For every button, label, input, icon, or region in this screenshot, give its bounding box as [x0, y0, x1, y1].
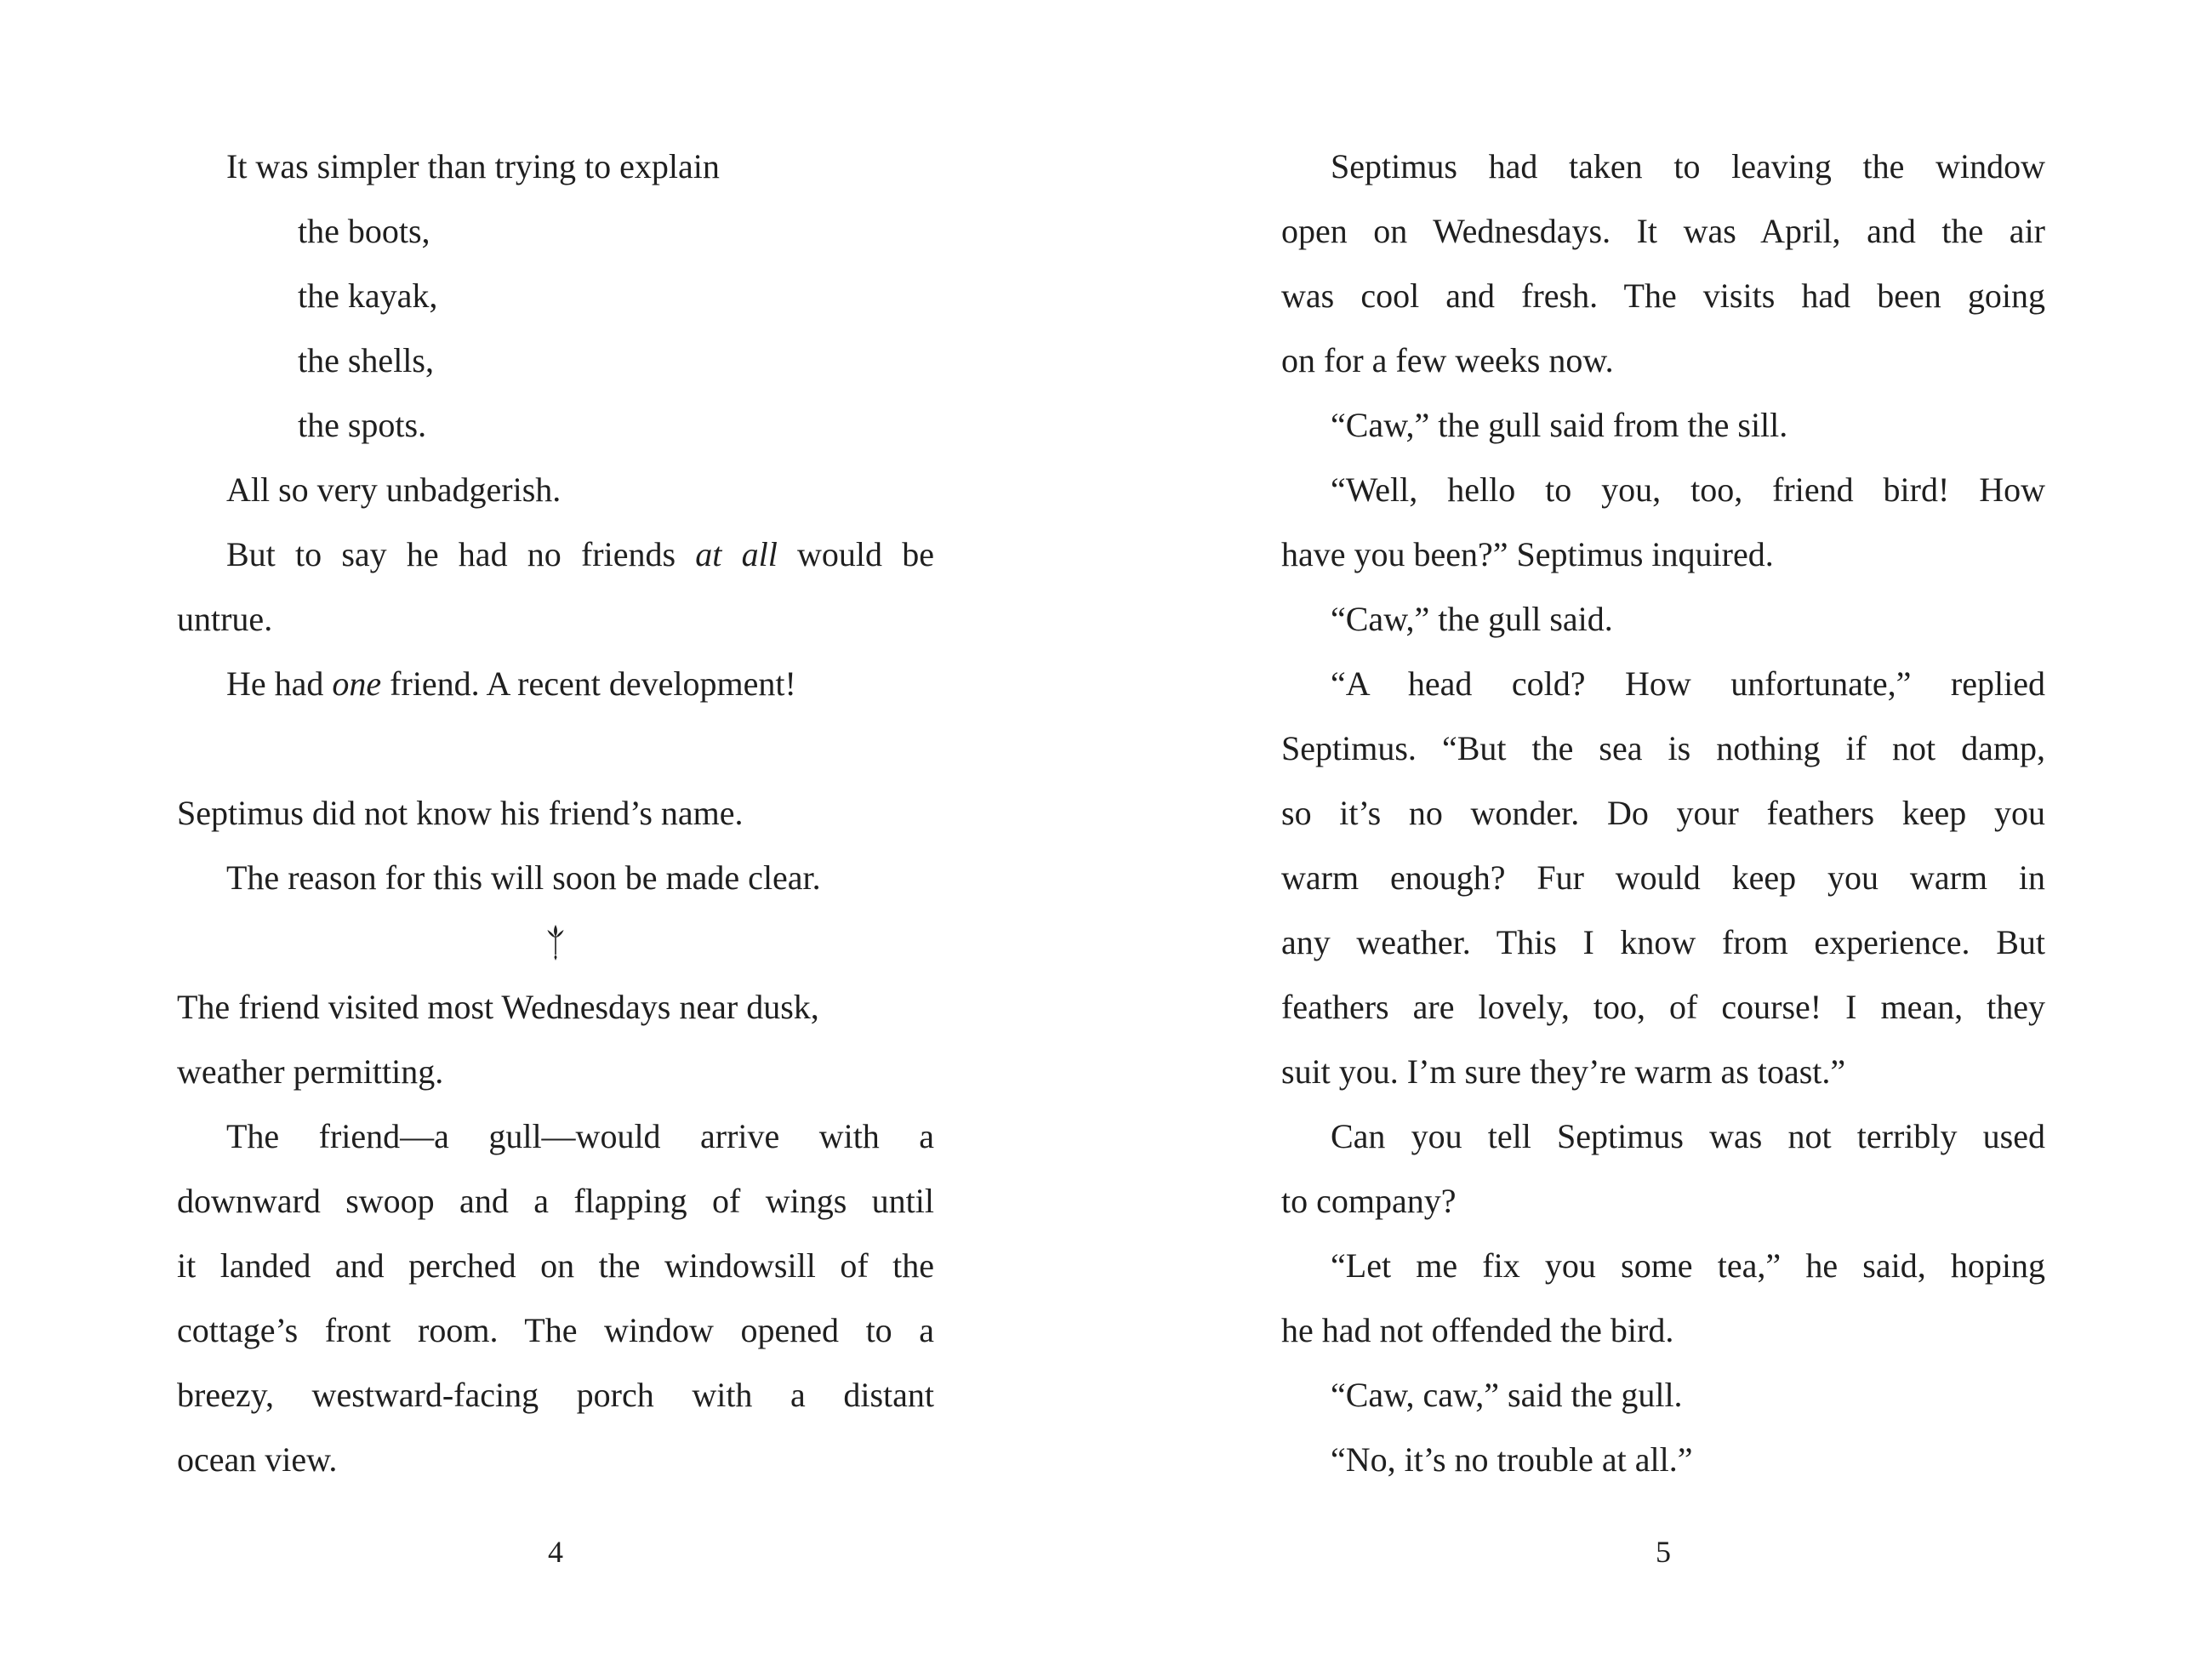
- text-line: have you been?” Septimus inquired.: [1281, 535, 1774, 573]
- right-page-text: [1281, 134, 2045, 1492]
- text-line: was cool and fresh. The visits had been going: [1281, 276, 2045, 315]
- text-line: “Let me fix you some tea,” he said, hoping: [1331, 1246, 2045, 1285]
- text-segment: He had: [226, 664, 333, 703]
- text-line: “Caw,” the gull said from the sill.: [1331, 406, 1788, 444]
- text-line: the boots,: [298, 212, 430, 250]
- text-line: untrue.: [177, 600, 273, 638]
- text-line: Septimus had taken to leaving the window: [1331, 147, 2045, 185]
- text-line: Septimus did not know his friend’s name.: [177, 794, 744, 832]
- text-line: it landed and perched on the windowsill of the: [177, 1246, 934, 1285]
- italic-text: at all: [695, 535, 778, 573]
- text-line: on for a few weeks now.: [1281, 341, 1614, 379]
- italic-text: one: [332, 664, 382, 703]
- right-page: [1106, 0, 2212, 1659]
- text-line: suit you. I’m sure they’re warm as toast.”: [1281, 1052, 1846, 1091]
- text-line: [177, 652, 934, 716]
- text-line: weather permitting.: [177, 1052, 444, 1091]
- text-line: so it’s no wonder. Do your feathers keep you: [1281, 794, 2045, 832]
- text-line: the shells,: [298, 341, 434, 379]
- text-line: “Well, hello to you, too, friend bird! How: [1331, 470, 2045, 509]
- text-segment: But to say he had no friends: [226, 535, 696, 573]
- text-line: [177, 522, 934, 587]
- text-line: The friend visited most Wednesdays near dusk,: [177, 988, 819, 1026]
- text-line: All so very unbadgerish.: [226, 470, 562, 509]
- text-line: Can you tell Septimus was not terribly used: [1331, 1117, 2045, 1155]
- text-line: The friend—a gull—would arrive with a: [226, 1117, 934, 1155]
- text-line: cottage’s front room. The window opened to a: [177, 1311, 934, 1349]
- text-segment: would be: [777, 535, 934, 573]
- text-line: Septimus. “But the sea is nothing if not damp,: [1281, 729, 2045, 767]
- text-line: The reason for this will soon be made clear.: [226, 858, 821, 897]
- text-line: feathers are lovely, too, of course! I mean, they: [1281, 988, 2045, 1026]
- text-line: the spots.: [298, 406, 427, 444]
- text-line: he had not offended the bird.: [1281, 1311, 1674, 1349]
- page-number: 4: [548, 1535, 563, 1569]
- text-line: It was simpler than trying to explain: [226, 147, 720, 185]
- text-segment: friend. A recent development!: [381, 664, 796, 703]
- text-line: any weather. This I know from experience. But: [1281, 923, 2045, 961]
- text-line: ocean view.: [177, 1440, 338, 1479]
- sprout-ornament-icon: [544, 924, 567, 961]
- text-line: “Caw, caw,” said the gull.: [1331, 1376, 1683, 1414]
- text-line: “No, it’s no trouble at all.”: [1331, 1440, 1693, 1479]
- left-page-text: [177, 134, 934, 1492]
- text-line: warm enough? Fur would keep you warm in: [1281, 858, 2045, 897]
- text-line: breezy, westward-facing porch with a distant: [177, 1376, 934, 1414]
- text-line: “Caw,” the gull said.: [1331, 600, 1613, 638]
- blank-line: [177, 716, 934, 781]
- text-line: to company?: [1281, 1182, 1457, 1220]
- text-line: open on Wednesdays. It was April, and the air: [1281, 212, 2045, 250]
- text-line: “A head cold? How unfortunate,” replied: [1331, 664, 2045, 703]
- page-number: 5: [1656, 1535, 1671, 1569]
- text-line: the kayak,: [298, 276, 438, 315]
- text-line: downward swoop and a flapping of wings until: [177, 1182, 934, 1220]
- section-break: [177, 910, 934, 975]
